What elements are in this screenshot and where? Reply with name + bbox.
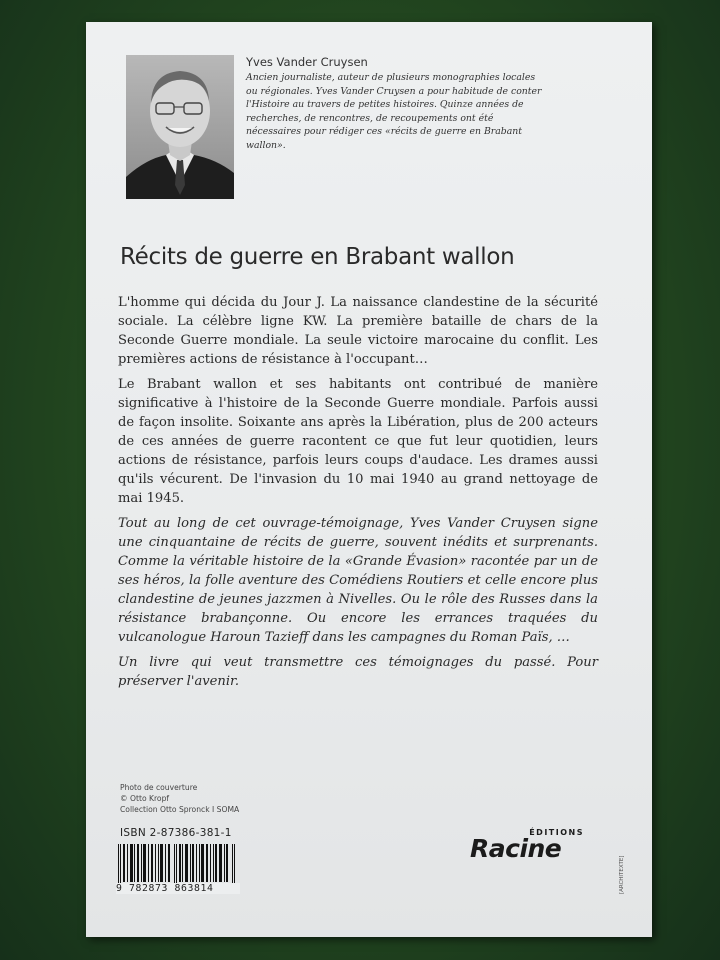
blurb-paragraph: Un livre qui veut transmettre ces témoignages du passé. Pour préserver l'avenir.	[118, 655, 598, 689]
credit-line: Collection Otto Spronck I SOMA	[120, 805, 240, 814]
author-photo	[126, 55, 234, 199]
blurb-paragraph: Le Brabant wallon et ses habitants ont contribué de manière significative à l'histoire de la Seconde Guerre mondiale. Parfois aussi de façon insolite. Soixante ans après la Libération, plus de 200 acteurs de ces années de guerre racontent ce que fut leur quotidien, leurs actions de résistance, parfois leurs coups d'audace. Les drames aussi qu'ils vécurent. De l'invasion du 10 mai 1940 au grand nettoyage de mai 1945.	[118, 377, 598, 506]
publisher-logo	[464, 828, 584, 872]
blurb-paragraph: L'homme qui décida du Jour J. La naissance clandestine de la sécurité sociale. La célèbre ligne KW. La première bataille de chars de la Seconde Guerre mondiale. La seule victoire marocaine du conflit. Les premières actions de résistance à l'occupant…	[118, 295, 598, 367]
side-credit: [ARCHITEXTE]	[619, 855, 625, 894]
credit-line: Photo de couverture	[120, 783, 198, 792]
author-name: Yves Vander Cruysen	[246, 55, 368, 69]
isbn: ISBN 2-87386-381-1	[120, 827, 232, 839]
book-title: Récits de guerre en Brabant wallon	[120, 244, 515, 270]
author-bio: Ancien journaliste, auteur de plusieurs monographies locales ou régionales. Yves Vander Cruysen a pour habitude de conter l'Histoire au travers de petites histoires. Quinze années de recherches, de rencontres, de recoupements ont été nécessaires pour rédiger ces «récits de guerre en Brabant wallon».	[246, 72, 542, 151]
publisher-logo-small: ÉDITIONS	[529, 828, 584, 837]
book-back-cover	[86, 22, 652, 937]
blurb-paragraph: Tout au long de cet ouvrage-témoignage, Yves Vander Cruysen signe une cinquantaine de récits de guerre, souvent inédits et surprenants. Comme la véritable histoire de la «Grande Évasion» racontée par un de ses héros, la folle aventure des Comédiens Routiers et celle encore plus clandestine de jeunes jazzmen à Nivelles. Ou le rôle des Russes dans la résistance brabançonne. Ou encore les errances traquées du vulcanologue Haroun Tazieff dans les campagnes du Roman Païs, …	[118, 516, 598, 645]
barcode	[118, 844, 236, 888]
publisher-logo-name: Racine	[470, 834, 562, 863]
credit-line: © Otto Kropf	[120, 794, 170, 803]
barcode-digits: 9 782873 863814	[116, 883, 240, 894]
author-portrait	[126, 55, 234, 199]
blurb	[118, 293, 598, 697]
photo-credits	[120, 782, 320, 815]
